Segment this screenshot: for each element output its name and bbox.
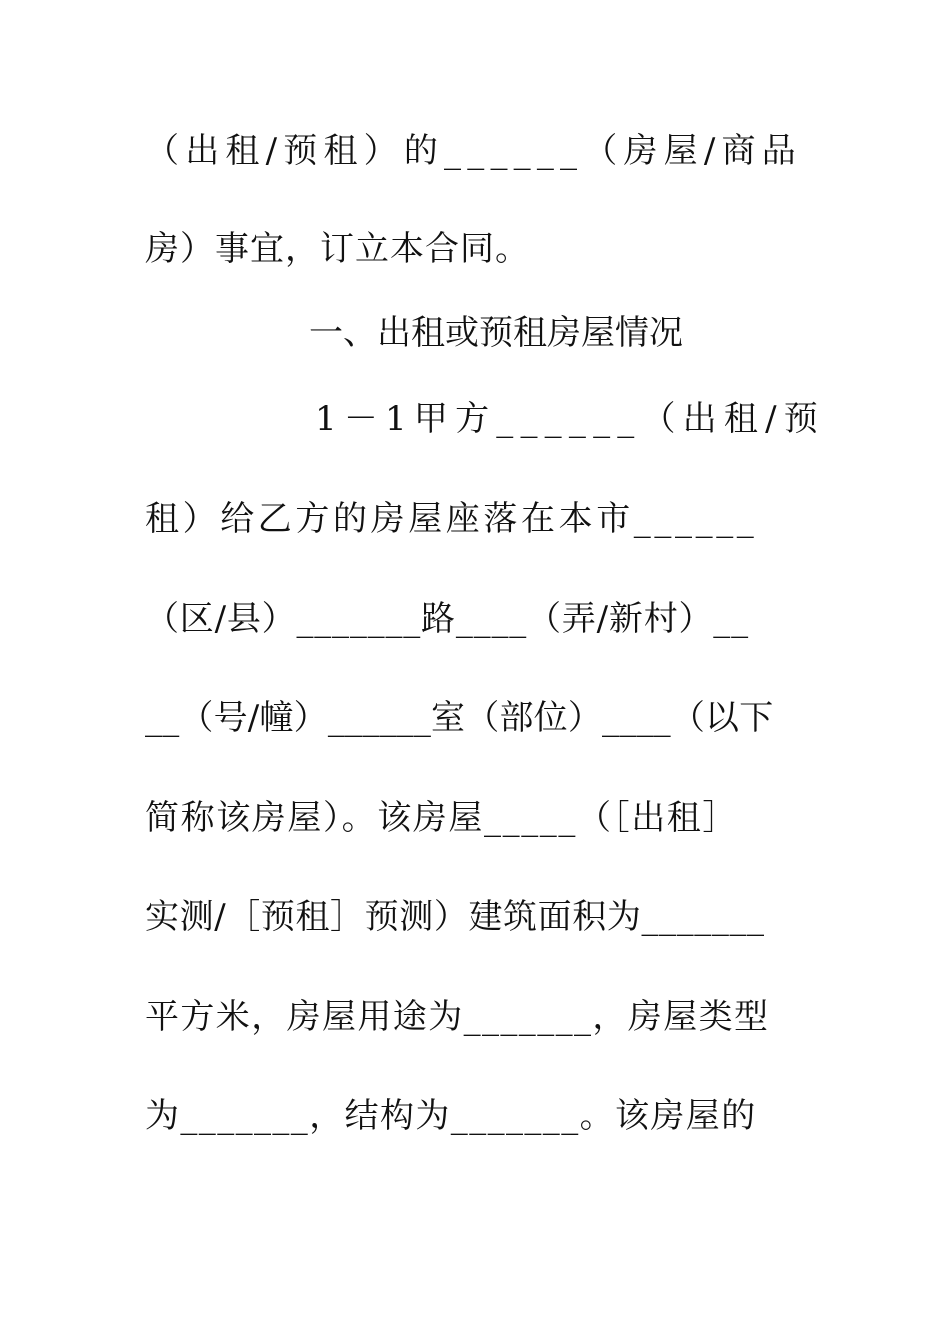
text-line-1: （出租/预租）的______（房屋/商品 xyxy=(145,131,802,171)
section-heading: 一、出租或预租房屋情况 xyxy=(309,313,683,353)
text-line-8: 简称该房屋）。该房屋_____（［出租］ xyxy=(145,798,738,838)
text-line-6: （区/县）_______路____（弄/新村）__ xyxy=(145,599,749,639)
text-line-9: 实测/［预租］预测）建筑面积为_______ xyxy=(145,897,765,937)
text-line-4: 1－1甲方______（出租/预 xyxy=(315,399,825,439)
text-line-2: 房）事宜，订立本合同。 xyxy=(145,229,530,269)
text-line-7: __（号/幢）______室（部位）____（以下 xyxy=(145,698,774,738)
text-line-11: 为_______，结构为_______。该房屋的 xyxy=(145,1096,757,1136)
text-line-5: 租）给乙方的房屋座落在本市______ xyxy=(145,499,758,539)
text-line-10: 平方米，房屋用途为_______，房屋类型 xyxy=(145,997,770,1037)
